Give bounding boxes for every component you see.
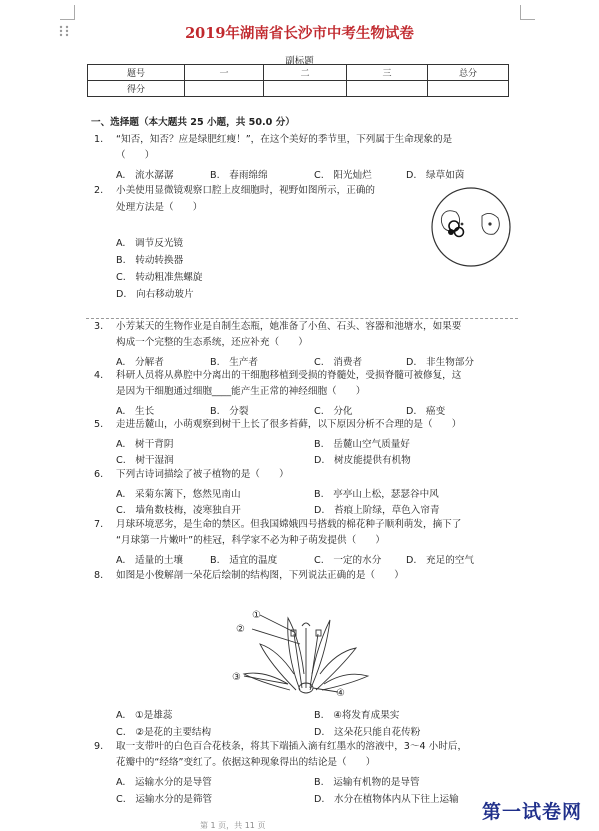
option-d[interactable]: D. 水分在植物体内从下往上运输 <box>314 794 459 805</box>
question-number: 8. <box>94 570 104 581</box>
corner-mark <box>60 5 75 20</box>
option-c[interactable]: C. 转动粗准焦螺旋 <box>116 272 203 283</box>
option-a[interactable]: A. 调节反光镜 <box>116 238 184 249</box>
option-c[interactable]: C. 消费者 <box>314 357 363 368</box>
option-d[interactable]: D. 这朵花只能自花传粉 <box>314 727 421 738</box>
score-table-header-row <box>88 65 509 81</box>
header-cell: 一 <box>185 65 264 81</box>
diagram-label-4: ④ <box>336 688 345 699</box>
option-b[interactable]: B. 分裂 <box>210 406 249 417</box>
question-text: 小美使用显微镜观察口腔上皮细胞时，视野如图所示，正确的 <box>116 185 376 196</box>
option-b[interactable]: B. 岳麓山空气质量好 <box>314 439 410 450</box>
header-cell: 二 <box>264 65 347 81</box>
option-b[interactable]: B. 适宜的温度 <box>210 555 278 566</box>
option-d[interactable]: D. 树皮能提供有机物 <box>314 455 411 466</box>
option-c[interactable]: C. 运输水分的是筛管 <box>116 794 213 805</box>
question-number: 7. <box>94 519 104 530</box>
question-number: 5. <box>94 419 104 430</box>
option-c[interactable]: C. 一定的水分 <box>314 555 382 566</box>
corner-mark <box>520 5 535 20</box>
score-cell[interactable] <box>264 81 347 97</box>
question-number: 4. <box>94 370 104 381</box>
diagram-label-3: ③ <box>232 672 241 683</box>
question-number: 2. <box>94 185 104 196</box>
option-a[interactable]: A. 分解者 <box>116 357 164 368</box>
question-text: 小芳某天的生物作业是自制生态瓶，她准备了小鱼、石头、容器和池塘水，如果要 <box>116 321 462 332</box>
question-text: 花瓣中的“经络”变红了。依据这种现象得出的结论是（ ） <box>116 757 376 768</box>
question-text: 处理方法是（ ） <box>116 202 203 213</box>
score-table-row <box>88 81 509 97</box>
question-text: 月球环境恶劣，是生命的禁区。但我国嫦娥四号搭载的棉花种子顺利萌发，摘下了 <box>116 519 462 530</box>
question-number: 1. <box>94 134 104 145</box>
option-a[interactable]: A. 生长 <box>116 406 155 417</box>
question-text: 科研人员将从鼻腔中分离出的干细胞移植到受损的脊髓处，受损脊髓可被修复，这 <box>116 370 462 381</box>
question-number: 3. <box>94 321 104 332</box>
option-d[interactable]: D. 向右移动玻片 <box>116 289 194 300</box>
diagram-label-2: ② <box>236 624 245 635</box>
question-text: 如图是小俊解剖一朵花后绘制的结构图，下列说法正确的是（ ） <box>116 570 404 581</box>
option-c[interactable]: C. 墙角数枝梅，凌寒独自开 <box>116 505 241 516</box>
option-b[interactable]: B. 转动转换器 <box>116 255 184 266</box>
option-a[interactable]: A. 流水潺潺 <box>116 170 174 181</box>
question-number: 9. <box>94 741 104 752</box>
flower-structure-diagram <box>230 604 380 700</box>
page-break-line <box>86 318 518 319</box>
option-a[interactable]: A. 适量的土壤 <box>116 555 184 566</box>
header-cell: 题号 <box>88 65 185 81</box>
question-text: （ ） <box>116 150 155 161</box>
option-a[interactable]: A. 运输水分的是导管 <box>116 777 212 788</box>
subtitle: 副标题 <box>285 56 314 67</box>
question-text: “知否，知否？应是绿肥红瘦！”，在这个美好的季节里，下列属于生命现象的是 <box>116 134 453 145</box>
option-a[interactable]: A. ①是雄蕊 <box>116 710 173 721</box>
option-c[interactable]: C. 树干湿润 <box>116 455 174 466</box>
option-d[interactable]: D. 癌变 <box>406 406 446 417</box>
option-b[interactable]: B. 亭亭山上松，瑟瑟谷中风 <box>314 489 439 500</box>
option-d[interactable]: D. 非生物部分 <box>406 357 474 368</box>
option-b[interactable]: B. ④将发育成果实 <box>314 710 400 721</box>
option-c[interactable]: C. 阳光灿烂 <box>314 170 372 181</box>
score-cell[interactable] <box>185 81 264 97</box>
question-text: 下列古诗词描绘了被子植物的是（ ） <box>116 469 289 480</box>
watermark-logo: 第一试卷网 <box>482 801 583 823</box>
score-cell[interactable] <box>347 81 428 97</box>
option-d[interactable]: D. 绿草如茵 <box>406 170 465 181</box>
option-b[interactable]: B. 春雨绵绵 <box>210 170 268 181</box>
diagram-label-1: ① <box>252 610 261 621</box>
question-text: 构成一个完整的生态系统，还应补充（ ） <box>116 337 308 348</box>
question-text: 取一支带叶的白色百合花枝条，将其下端插入滴有红墨水的溶液中，3～4 小时后， <box>116 741 468 752</box>
option-d[interactable]: D. 苔痕上阶绿，草色入帘青 <box>314 505 440 516</box>
section-heading: 一、选择题（本大题共 25 小题，共 50.0 分） <box>91 117 295 128</box>
row-label: 得分 <box>88 81 185 97</box>
score-cell[interactable] <box>428 81 509 97</box>
header-cell: 三 <box>347 65 428 81</box>
option-c[interactable]: C. 分化 <box>314 406 353 417</box>
header-cell: 总分 <box>428 65 509 81</box>
score-table <box>87 64 509 97</box>
option-a[interactable]: A. 采菊东篱下，悠然见南山 <box>116 489 241 500</box>
option-d[interactable]: D. 充足的空气 <box>406 555 474 566</box>
microscope-field-diagram <box>430 186 512 268</box>
option-b[interactable]: B. 生产者 <box>210 357 259 368</box>
question-number: 6. <box>94 469 104 480</box>
question-text: 走进岳麓山，小萌观察到树干上长了很多苔藓，以下原因分析不合理的是（ ） <box>116 419 462 430</box>
page-title: 2019年湖南省长沙市中考生物试卷 <box>185 25 414 42</box>
page-footer: 第 1 页，共 11 页 <box>200 821 266 830</box>
question-text: “月球第一片嫩叶”的桂冠，科学家不必为种子萌发提供（ ） <box>116 535 385 546</box>
question-text: 是因为干细胞通过细胞____能产生正常的神经细胞（ ） <box>116 386 366 397</box>
option-a[interactable]: A. 树干背阴 <box>116 439 174 450</box>
option-b[interactable]: B. 运输有机物的是导管 <box>314 777 420 788</box>
option-c[interactable]: C. ②是花的主要结构 <box>116 727 212 738</box>
